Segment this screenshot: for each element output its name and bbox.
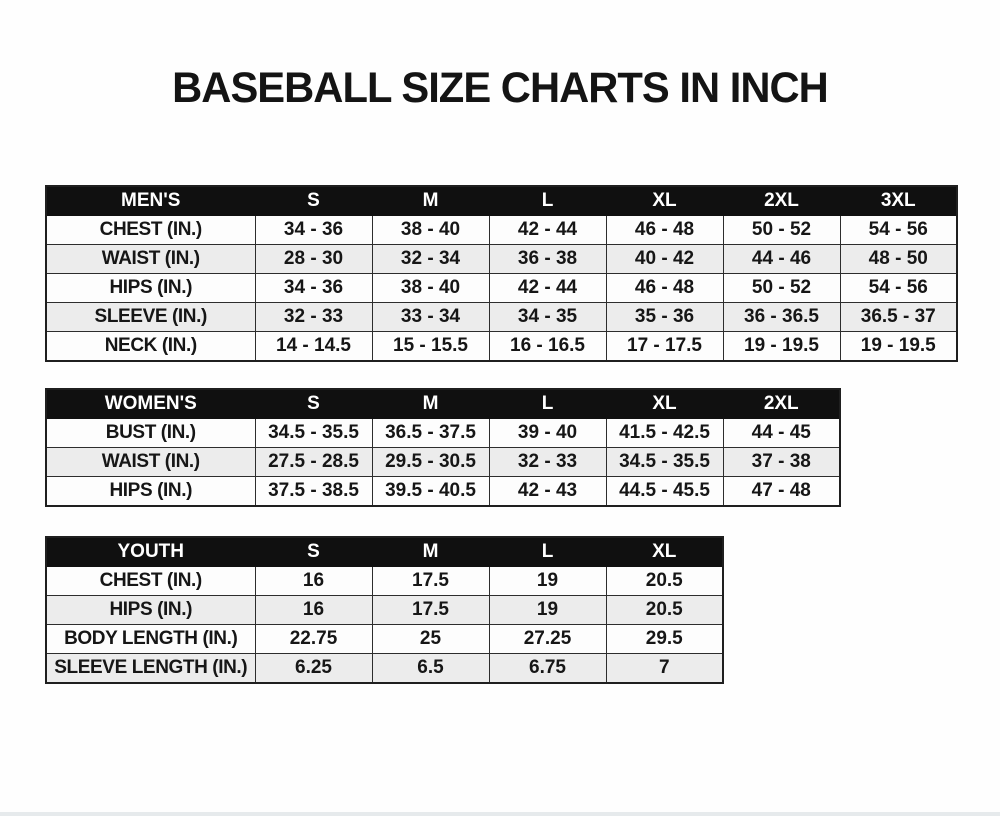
size-cell: 42 - 43 [489, 477, 606, 507]
size-col-header: 2XL [723, 186, 840, 216]
size-col-header: L [489, 537, 606, 567]
size-cell: 27.25 [489, 625, 606, 654]
size-cell: 29.5 - 30.5 [372, 448, 489, 477]
size-cell: 19 [489, 596, 606, 625]
table-row [46, 274, 957, 303]
size-cell: 50 - 52 [723, 274, 840, 303]
table-row [46, 245, 957, 274]
size-cell: 33 - 34 [372, 303, 489, 332]
size-cell: 36.5 - 37.5 [372, 419, 489, 448]
size-cell: 44 - 46 [723, 245, 840, 274]
size-table-mens [45, 185, 958, 362]
size-cell: 27.5 - 28.5 [255, 448, 372, 477]
size-col-header: XL [606, 537, 723, 567]
table-row [46, 654, 723, 684]
size-cell: 20.5 [606, 596, 723, 625]
size-cell: 40 - 42 [606, 245, 723, 274]
row-label: CHEST (IN.) [46, 216, 255, 245]
table-title: MEN'S [46, 186, 255, 216]
table-row [46, 303, 957, 332]
size-cell: 6.25 [255, 654, 372, 684]
size-cell: 38 - 40 [372, 274, 489, 303]
size-cell: 47 - 48 [723, 477, 840, 507]
size-cell: 19 [489, 567, 606, 596]
size-col-header: S [255, 389, 372, 419]
size-cell: 36 - 36.5 [723, 303, 840, 332]
table-row [46, 625, 723, 654]
page-title: BASEBALL SIZE CHARTS IN INCH [172, 64, 828, 112]
table-title: WOMEN'S [46, 389, 255, 419]
size-cell: 34 - 35 [489, 303, 606, 332]
table-row [46, 448, 840, 477]
row-label: HIPS (IN.) [46, 477, 255, 507]
size-cell: 39 - 40 [489, 419, 606, 448]
size-cell: 37.5 - 38.5 [255, 477, 372, 507]
size-col-header: S [255, 537, 372, 567]
row-label: WAIST (IN.) [46, 245, 255, 274]
size-cell: 39.5 - 40.5 [372, 477, 489, 507]
row-label: BODY LENGTH (IN.) [46, 625, 255, 654]
bottom-edge-band [0, 812, 1000, 816]
size-table-youth [45, 536, 724, 684]
table-row [46, 596, 723, 625]
table-header-row [46, 186, 957, 216]
size-table-womens [45, 388, 841, 507]
size-col-header: 3XL [840, 186, 957, 216]
size-cell: 19 - 19.5 [723, 332, 840, 362]
row-label: HIPS (IN.) [46, 596, 255, 625]
size-cell: 32 - 33 [489, 448, 606, 477]
size-cell: 15 - 15.5 [372, 332, 489, 362]
table-row [46, 216, 957, 245]
size-cell: 7 [606, 654, 723, 684]
table-row [46, 477, 840, 507]
size-cell: 54 - 56 [840, 274, 957, 303]
size-cell: 42 - 44 [489, 274, 606, 303]
size-cell: 44.5 - 45.5 [606, 477, 723, 507]
size-cell: 32 - 34 [372, 245, 489, 274]
row-label: BUST (IN.) [46, 419, 255, 448]
size-cell: 50 - 52 [723, 216, 840, 245]
size-cell: 17.5 [372, 567, 489, 596]
size-cell: 42 - 44 [489, 216, 606, 245]
row-label: HIPS (IN.) [46, 274, 255, 303]
size-col-header: L [489, 389, 606, 419]
size-cell: 34 - 36 [255, 274, 372, 303]
size-col-header: M [372, 389, 489, 419]
size-col-header: M [372, 537, 489, 567]
size-cell: 16 [255, 567, 372, 596]
size-cell: 46 - 48 [606, 216, 723, 245]
size-cell: 48 - 50 [840, 245, 957, 274]
size-col-header: XL [606, 186, 723, 216]
size-cell: 34.5 - 35.5 [606, 448, 723, 477]
size-tables-container [45, 185, 1000, 684]
table-row [46, 567, 723, 596]
size-cell: 16 - 16.5 [489, 332, 606, 362]
size-cell: 41.5 - 42.5 [606, 419, 723, 448]
table-row [46, 332, 957, 362]
size-cell: 25 [372, 625, 489, 654]
row-label: NECK (IN.) [46, 332, 255, 362]
size-cell: 54 - 56 [840, 216, 957, 245]
size-col-header: 2XL [723, 389, 840, 419]
size-cell: 17.5 [372, 596, 489, 625]
row-label: CHEST (IN.) [46, 567, 255, 596]
size-cell: 20.5 [606, 567, 723, 596]
size-cell: 22.75 [255, 625, 372, 654]
size-col-header: XL [606, 389, 723, 419]
row-label: SLEEVE LENGTH (IN.) [46, 654, 255, 684]
size-cell: 32 - 33 [255, 303, 372, 332]
size-cell: 37 - 38 [723, 448, 840, 477]
size-col-header: L [489, 186, 606, 216]
size-cell: 34 - 36 [255, 216, 372, 245]
size-cell: 35 - 36 [606, 303, 723, 332]
table-header-row [46, 537, 723, 567]
size-cell: 6.75 [489, 654, 606, 684]
size-cell: 46 - 48 [606, 274, 723, 303]
size-cell: 17 - 17.5 [606, 332, 723, 362]
size-cell: 28 - 30 [255, 245, 372, 274]
size-col-header: M [372, 186, 489, 216]
size-cell: 16 [255, 596, 372, 625]
size-cell: 29.5 [606, 625, 723, 654]
size-col-header: S [255, 186, 372, 216]
size-cell: 19 - 19.5 [840, 332, 957, 362]
size-cell: 34.5 - 35.5 [255, 419, 372, 448]
table-header-row [46, 389, 840, 419]
size-cell: 36 - 38 [489, 245, 606, 274]
table-row [46, 419, 840, 448]
table-title: YOUTH [46, 537, 255, 567]
size-cell: 38 - 40 [372, 216, 489, 245]
row-label: SLEEVE (IN.) [46, 303, 255, 332]
size-cell: 6.5 [372, 654, 489, 684]
size-cell: 14 - 14.5 [255, 332, 372, 362]
row-label: WAIST (IN.) [46, 448, 255, 477]
size-cell: 44 - 45 [723, 419, 840, 448]
size-cell: 36.5 - 37 [840, 303, 957, 332]
